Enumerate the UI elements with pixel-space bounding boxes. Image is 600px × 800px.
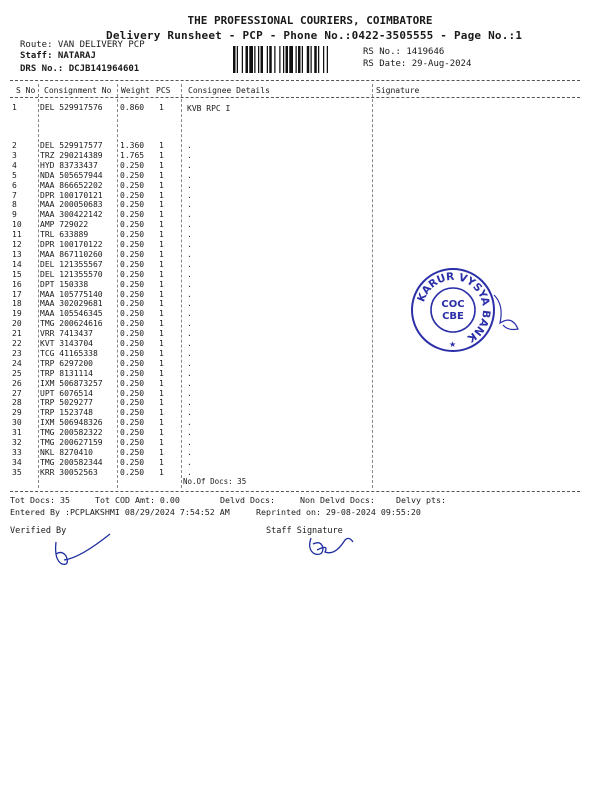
row-pcs: 1 bbox=[159, 319, 164, 329]
row-consignment-no: DPR 100170121 bbox=[40, 190, 103, 200]
row-weight: 0.250 bbox=[120, 180, 145, 190]
row-sno: 11 bbox=[12, 230, 22, 240]
drs-number: DRS No.: DCJB141964601 bbox=[20, 64, 140, 74]
staff-label: Staff: NATARAJ bbox=[20, 51, 96, 61]
table-bottom-rule bbox=[10, 491, 580, 492]
row-sno: 15 bbox=[12, 269, 22, 279]
entered-by: Entered By :PCPLAKSHMI 08/29/2024 7:54:52 AM bbox=[10, 507, 230, 517]
row-consignment-no: AMP 729022 bbox=[40, 220, 89, 230]
row-sno: 32 bbox=[12, 438, 22, 447]
row-pcs: 1 bbox=[159, 160, 164, 170]
verified-by-label: Verified By bbox=[10, 526, 67, 536]
staff-signature-icon bbox=[305, 530, 365, 560]
row-consignment-no: TRP 8131114 bbox=[40, 368, 93, 378]
row-consignee-mark: . bbox=[187, 378, 192, 388]
row-pcs: 1 bbox=[159, 190, 164, 200]
column-divider bbox=[38, 84, 39, 488]
row-pcs: 1 bbox=[159, 339, 164, 348]
row-consignment-no: KVT 3143704 bbox=[40, 339, 93, 348]
row-sno: 30 bbox=[12, 418, 22, 428]
row-weight: 0.860 bbox=[120, 103, 145, 112]
row-sno: 22 bbox=[12, 339, 22, 348]
rs-number: RS No.: 1419646 bbox=[363, 47, 445, 57]
row-weight: 0.250 bbox=[120, 220, 145, 230]
row-sno: 16 bbox=[12, 279, 22, 289]
stamp-star-icon: ★ bbox=[449, 340, 457, 349]
row-sno: 14 bbox=[12, 259, 22, 269]
row-consignment-no: DEL 529917576 bbox=[40, 103, 103, 112]
row-consignment-no: MAA 105546345 bbox=[40, 309, 103, 319]
row-sno: 4 bbox=[12, 160, 17, 170]
row-sno: 1 bbox=[12, 103, 17, 112]
consignee-details: KVB RPC I bbox=[187, 104, 231, 113]
reprinted-on: Reprinted on: 29-08-2024 09:55:20 bbox=[256, 507, 421, 517]
row-consignee-mark: . bbox=[187, 447, 192, 457]
row-consignee-mark: . bbox=[187, 428, 192, 438]
row-pcs: 1 bbox=[159, 398, 164, 408]
row-weight: 0.250 bbox=[120, 438, 145, 447]
row-consignee-mark: . bbox=[187, 259, 192, 269]
row-consignment-no: MAA 200050683 bbox=[40, 200, 103, 210]
row-sno: 9 bbox=[12, 210, 17, 220]
row-consignment-no: MAA 866652202 bbox=[40, 180, 103, 190]
column-divider bbox=[117, 84, 118, 488]
rs-date: RS Date: 29-Aug-2024 bbox=[363, 59, 472, 69]
row-consignment-no: HYD 83733437 bbox=[40, 160, 98, 170]
row-sno: 35 bbox=[12, 467, 22, 477]
route-label: Route: VAN DELIVERY PCP bbox=[20, 40, 145, 50]
row-weight: 0.250 bbox=[120, 388, 145, 398]
stamp-center-top: COC bbox=[441, 299, 465, 310]
row-weight: 0.250 bbox=[120, 160, 145, 170]
staff-signature-label: Staff Signature bbox=[266, 526, 343, 536]
row-pcs: 1 bbox=[159, 259, 164, 269]
row-pcs: 1 bbox=[159, 447, 164, 457]
row-pcs: 1 bbox=[159, 230, 164, 240]
row-sno: 3 bbox=[12, 150, 17, 160]
tot-cod-amount: Tot COD Amt: 0.00 bbox=[95, 495, 180, 505]
row-consignee-mark: . bbox=[187, 339, 192, 348]
row-pcs: 1 bbox=[159, 210, 164, 220]
row-pcs: 1 bbox=[159, 418, 164, 428]
row-weight: 0.250 bbox=[120, 358, 145, 368]
row-consignee-mark: . bbox=[187, 299, 192, 309]
row-consignment-no: IXM 506873257 bbox=[40, 378, 103, 388]
row-pcs: 1 bbox=[159, 348, 164, 358]
col-header-sno: S No bbox=[16, 86, 36, 95]
row-consignment-no: TMG 200624616 bbox=[40, 319, 103, 329]
col-header-consignment: Consignment No bbox=[44, 86, 112, 95]
row-pcs: 1 bbox=[159, 428, 164, 438]
row-weight: 0.250 bbox=[120, 259, 145, 269]
row-consignee-mark: . bbox=[187, 467, 192, 477]
barcode-icon bbox=[233, 46, 355, 73]
row-weight: 0.250 bbox=[120, 190, 145, 200]
row-consignment-no: TMG 200582344 bbox=[40, 457, 103, 467]
row-pcs: 1 bbox=[159, 388, 164, 398]
non-delvd-docs: Non Delvd Docs: bbox=[300, 495, 375, 505]
row-consignee-mark: . bbox=[187, 289, 192, 299]
row-pcs: 1 bbox=[159, 249, 164, 259]
row-pcs: 1 bbox=[159, 457, 164, 467]
row-consignment-no: TRP 6297200 bbox=[40, 358, 93, 368]
row-pcs: 1 bbox=[159, 279, 164, 289]
stamp-ring-text: KARUR VYSYA BANK bbox=[415, 270, 493, 345]
col-header-signature: Signature bbox=[376, 86, 420, 95]
row-consignee-mark: . bbox=[187, 141, 192, 150]
verifier-signature-icon bbox=[50, 530, 115, 570]
tot-docs: Tot Docs: 35 bbox=[10, 495, 70, 505]
row-pcs: 1 bbox=[159, 467, 164, 477]
row-sno: 13 bbox=[12, 249, 22, 259]
row-weight: 0.250 bbox=[120, 240, 145, 249]
row-pcs: 1 bbox=[159, 150, 164, 160]
row-consignment-no: DPR 100170122 bbox=[40, 240, 103, 249]
row-consignee-mark: . bbox=[187, 240, 192, 249]
row-consignee-mark: . bbox=[187, 230, 192, 240]
stamp-inner-ring bbox=[431, 288, 475, 332]
stamp-center-bottom: CBE bbox=[442, 311, 464, 322]
no-of-docs: No.Of Docs: 35 bbox=[183, 477, 247, 486]
row-consignment-no: IXM 506948326 bbox=[40, 418, 103, 428]
row-consignee-mark: . bbox=[187, 150, 192, 160]
row-consignment-no: MAA 105775140 bbox=[40, 289, 103, 299]
row-consignment-no: KRR 30052563 bbox=[40, 467, 98, 477]
row-pcs: 1 bbox=[159, 240, 164, 249]
row-sno: 29 bbox=[12, 408, 22, 418]
row-sno: 27 bbox=[12, 388, 22, 398]
row-weight: 0.250 bbox=[120, 329, 145, 339]
row-consignee-mark: . bbox=[187, 269, 192, 279]
row-weight: 0.250 bbox=[120, 170, 145, 180]
row-pcs: 1 bbox=[159, 299, 164, 309]
row-sno: 31 bbox=[12, 428, 22, 438]
row-consignee-mark: . bbox=[187, 319, 192, 329]
row-consignment-no: DPT 150338 bbox=[40, 279, 89, 289]
row-sno: 21 bbox=[12, 329, 22, 339]
row-consignee-mark: . bbox=[187, 279, 192, 289]
row-consignment-no: TRP 5029277 bbox=[40, 398, 93, 408]
row-weight: 0.250 bbox=[120, 418, 145, 428]
row-weight: 0.250 bbox=[120, 348, 145, 358]
row-consignment-no: VRR 7413437 bbox=[40, 329, 93, 339]
row-consignee-mark: . bbox=[187, 160, 192, 170]
row-consignment-no: TCG 41165338 bbox=[40, 348, 98, 358]
row-consignee-mark: . bbox=[187, 408, 192, 418]
row-weight: 0.250 bbox=[120, 249, 145, 259]
delvd-docs: Delvd Docs: bbox=[220, 495, 275, 505]
row-weight: 0.250 bbox=[120, 378, 145, 388]
row-sno: 6 bbox=[12, 180, 17, 190]
row-sno: 2 bbox=[12, 141, 17, 150]
row-weight: 0.250 bbox=[120, 200, 145, 210]
row-weight: 1.765 bbox=[120, 150, 145, 160]
row-consignment-no: TMG 200582322 bbox=[40, 428, 103, 438]
column-divider bbox=[372, 84, 373, 488]
row-weight: 0.250 bbox=[120, 467, 145, 477]
row-sno: 18 bbox=[12, 299, 22, 309]
row-sno: 26 bbox=[12, 378, 22, 388]
row-sno: 33 bbox=[12, 447, 22, 457]
delvy-pts: Delvy pts: bbox=[396, 495, 446, 505]
col-header-pcs: PCS bbox=[156, 86, 171, 95]
row-weight: 0.250 bbox=[120, 230, 145, 240]
row-weight: 0.250 bbox=[120, 279, 145, 289]
row-consignee-mark: . bbox=[187, 388, 192, 398]
row-sno: 28 bbox=[12, 398, 22, 408]
row-pcs: 1 bbox=[159, 438, 164, 447]
row-pcs: 1 bbox=[159, 180, 164, 190]
row-weight: 0.250 bbox=[120, 457, 145, 467]
col-header-weight: Weight bbox=[121, 86, 150, 95]
row-consignment-no: MAA 300422142 bbox=[40, 210, 103, 220]
row-consignee-mark: . bbox=[187, 190, 192, 200]
table-top-rule bbox=[10, 80, 580, 81]
row-consignment-no: DEL 121355570 bbox=[40, 269, 103, 279]
row-sno: 7 bbox=[12, 190, 17, 200]
row-sno: 20 bbox=[12, 319, 22, 329]
col-header-consignee: Consignee Details bbox=[188, 86, 270, 95]
row-consignee-mark: . bbox=[187, 309, 192, 319]
row-consignee-mark: . bbox=[187, 348, 192, 358]
row-pcs: 1 bbox=[159, 289, 164, 299]
row-consignee-mark: . bbox=[187, 210, 192, 220]
row-sno: 12 bbox=[12, 240, 22, 249]
row-consignment-no: TRZ 290214389 bbox=[40, 150, 103, 160]
table-header-rule bbox=[10, 97, 580, 98]
row-consignee-mark: . bbox=[187, 329, 192, 339]
row-pcs: 1 bbox=[159, 408, 164, 418]
row-pcs: 1 bbox=[159, 368, 164, 378]
row-sno: 8 bbox=[12, 200, 17, 210]
row-consignee-mark: . bbox=[187, 438, 192, 447]
row-pcs: 1 bbox=[159, 103, 164, 112]
row-pcs: 1 bbox=[159, 378, 164, 388]
row-consignee-mark: . bbox=[187, 358, 192, 368]
row-consignee-mark: . bbox=[187, 180, 192, 190]
runsheet-title: Delivery Runsheet - PCP - Phone No.:0422-3505555 - Page No.:1 bbox=[106, 29, 523, 42]
row-consignee-mark: . bbox=[187, 368, 192, 378]
row-weight: 0.250 bbox=[120, 210, 145, 220]
row-weight: 0.250 bbox=[120, 339, 145, 348]
stamp-signature-icon bbox=[494, 295, 518, 330]
row-pcs: 1 bbox=[159, 141, 164, 150]
row-sno: 19 bbox=[12, 309, 22, 319]
row-pcs: 1 bbox=[159, 309, 164, 319]
row-consignment-no: UPT 6076514 bbox=[40, 388, 93, 398]
row-pcs: 1 bbox=[159, 200, 164, 210]
row-weight: 0.250 bbox=[120, 269, 145, 279]
row-weight: 0.250 bbox=[120, 309, 145, 319]
row-weight: 0.250 bbox=[120, 398, 145, 408]
row-weight: 0.250 bbox=[120, 319, 145, 329]
row-consignment-no: NDA 505657944 bbox=[40, 170, 103, 180]
row-weight: 0.250 bbox=[120, 428, 145, 438]
row-consignee-mark: . bbox=[187, 398, 192, 408]
row-pcs: 1 bbox=[159, 329, 164, 339]
bank-stamp-icon bbox=[408, 265, 523, 355]
company-title: THE PROFESSIONAL COURIERS, COIMBATORE bbox=[187, 14, 433, 27]
row-pcs: 1 bbox=[159, 220, 164, 230]
row-consignee-mark: . bbox=[187, 170, 192, 180]
row-weight: 0.250 bbox=[120, 408, 145, 418]
row-sno: 34 bbox=[12, 457, 22, 467]
row-sno: 5 bbox=[12, 170, 17, 180]
row-sno: 10 bbox=[12, 220, 22, 230]
row-weight: 0.250 bbox=[120, 368, 145, 378]
row-consignee-mark: . bbox=[187, 249, 192, 259]
row-pcs: 1 bbox=[159, 358, 164, 368]
row-sno: 25 bbox=[12, 368, 22, 378]
row-sno: 17 bbox=[12, 289, 22, 299]
row-sno: 23 bbox=[12, 348, 22, 358]
row-consignment-no: MAA 302029681 bbox=[40, 299, 103, 309]
row-consignment-no: DEL 121355567 bbox=[40, 259, 103, 269]
row-consignment-no: TRL 633889 bbox=[40, 230, 89, 240]
row-pcs: 1 bbox=[159, 269, 164, 279]
row-consignee-mark: . bbox=[187, 457, 192, 467]
row-consignment-no: TRP 1523748 bbox=[40, 408, 93, 418]
row-weight: 0.250 bbox=[120, 299, 145, 309]
row-weight: 0.250 bbox=[120, 447, 145, 457]
row-consignee-mark: . bbox=[187, 220, 192, 230]
row-consignment-no: MAA 867110260 bbox=[40, 249, 103, 259]
row-consignment-no: NKL 8270410 bbox=[40, 447, 93, 457]
column-divider bbox=[181, 84, 182, 488]
row-weight: 1.360 bbox=[120, 141, 145, 150]
row-consignee-mark: . bbox=[187, 418, 192, 428]
row-pcs: 1 bbox=[159, 170, 164, 180]
row-consignee-mark: . bbox=[187, 200, 192, 210]
row-weight: 0.250 bbox=[120, 289, 145, 299]
row-consignment-no: DEL 529917577 bbox=[40, 141, 103, 150]
row-consignment-no: TMG 200627159 bbox=[40, 438, 103, 447]
row-sno: 24 bbox=[12, 358, 22, 368]
